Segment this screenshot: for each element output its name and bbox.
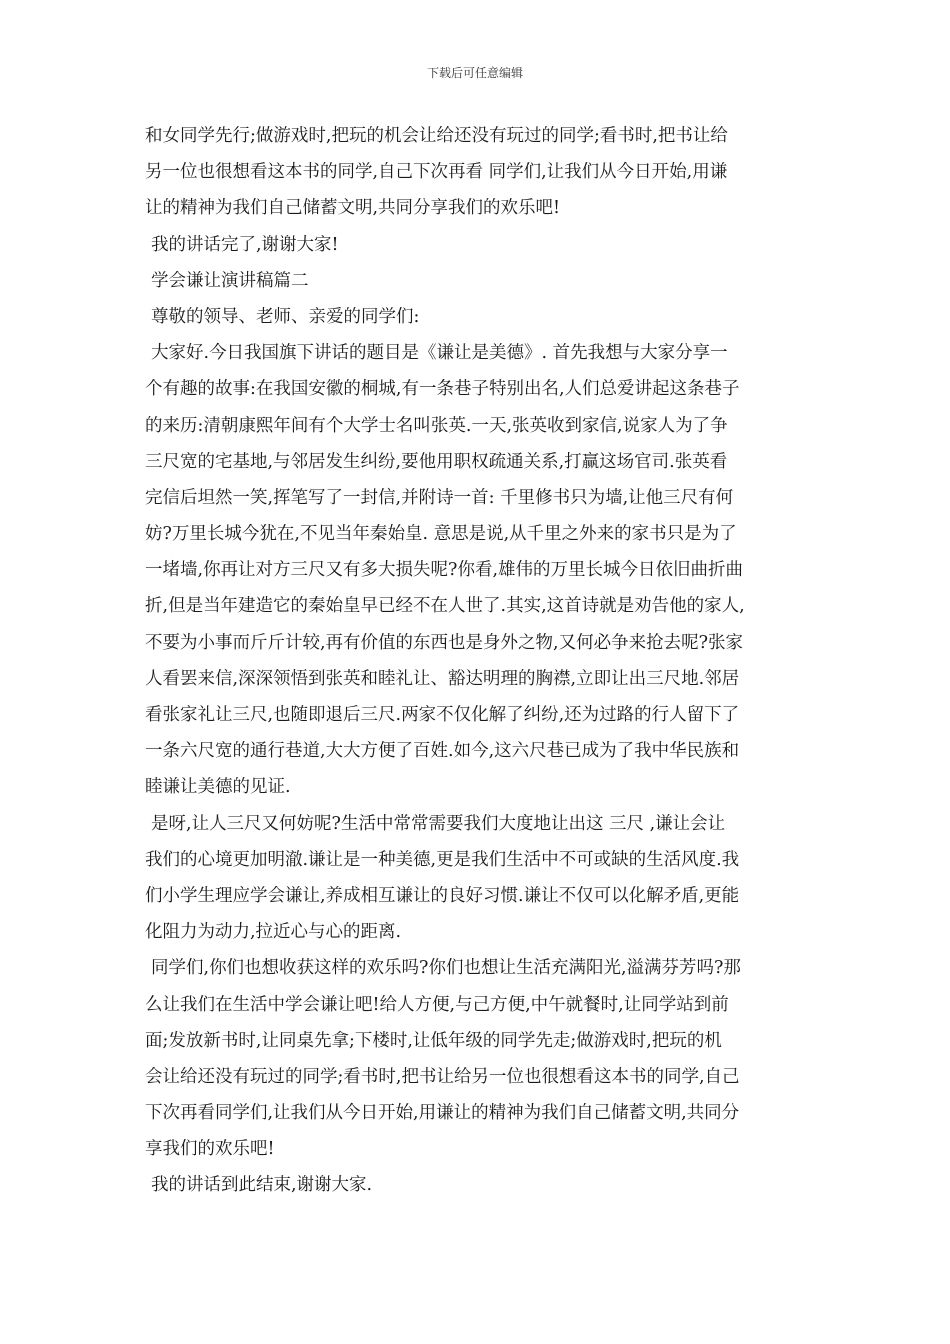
section-heading: 学会谦让演讲稿篇二 [151,270,309,291]
salutation: 尊敬的领导、老师、亲爱的同学们: [151,306,420,327]
text-line: 三尺宽的宅基地,与邻居发生纠纷,要他用职权疏通关系,打赢这场官司.张英看 [145,451,728,472]
text-line: 面;发放新书时,让同桌先拿;下楼时,让低年级的同学先走;做游戏时,把玩的机 [145,1030,722,1051]
text-line: 和女同学先行;做游戏时,把玩的机会让给还没有玩过的同学;看书时,把书让给 [145,126,728,146]
page-header: 下载后可任意编辑 [426,66,523,80]
text-line: 同学们,你们也想收获这样的欢乐吗?你们也想让生活充满阳光,溢满芬芳吗?那 [151,958,741,979]
text-line: 妨?万里长城今犹在,不见当年秦始皇. 意思是说,从千里之外来的家书只是为了 [145,524,737,545]
document-body [145,118,810,1204]
text-line: 一条六尺宽的通行巷道,大大方便了百姓.如今,这六尺巷已成为了我中华民族和 [145,741,740,762]
text-line: 一堵墙,你再让对方三尺又有多大损失呢?你看,雄伟的万里长城今日依旧曲折曲 [145,560,744,581]
text-line: 让的精神为我们自己储蓄文明,共同分享我们的欢乐吧! [145,198,561,219]
text-line: 大家好.今日我国旗下讲话的题目是《谦让是美德》. 首先我想与大家分享一 [151,343,728,364]
text-line: 睦谦让美德的见证. [145,777,291,798]
text-line: 我的讲话完了,谢谢大家! [151,234,339,255]
text-line: 下次再看同学们,让我们从今日开始,用谦让的精神为我们自己储蓄文明,共同分 [145,1103,740,1124]
text-line: 们小学生理应学会谦让,养成相互谦让的良好习惯.谦让不仅可以化解矛盾,更能 [145,885,740,906]
text-line: 么让我们在生活中学会谦让吧!给人方便,与己方便,中午就餐时,让同学站到前 [145,994,729,1015]
text-line: 会让给还没有玩过的同学;看书时,把书让给另一位也很想看这本书的同学,自己 [145,1066,740,1087]
text-line: 的来历:清朝康熙年间有个大学士名叫张英.一天,张英收到家信,说家人为了争 [145,415,728,436]
text-line: 我们的心境更加明澈.谦让是一种美德,更是我们生活中不可或缺的生活风度.我 [145,849,740,870]
text-line: 看张家礼让三尺,也随即退后三尺.两家不仅化解了纠纷,还为过路的行人留下了 [145,705,740,725]
text-line: 是呀,让人三尺又何妨呢?生活中常常需要我们大度地让出这 三尺 ,谦让会让 [151,813,726,834]
text-line: 人看罢来信,深深领悟到张英和睦礼让、豁达明理的胸襟,立即让出三尺地.邻居 [145,668,740,689]
text-line: 化阻力为动力,拉近心与心的距离. [145,922,402,943]
text-line: 不要为小事而斤斤计较,再有价值的东西也是身外之物,又何必争来抢去呢?张家 [145,632,744,653]
text-line: 享我们的欢乐吧! [145,1139,275,1160]
text-line: 完信后坦然一笑,挥笔写了一封信,并附诗一首: 千里修书只为墙,让他三尺有何 [145,487,734,508]
text-line: 另一位也很想看这本书的同学,自己下次再看 同学们,让我们从今日开始,用谦 [145,162,728,183]
text-line: 折,但是当年建造它的秦始皇早已经不在人世了.其实,这首诗就是劝告他的家人, [145,596,745,617]
text-line: 我的讲话到此结束,谢谢大家. [151,1175,373,1196]
text-line: 个有趣的故事:在我国安徽的桐城,有一条巷子特别出名,人们总爱讲起这条巷子 [145,379,740,400]
